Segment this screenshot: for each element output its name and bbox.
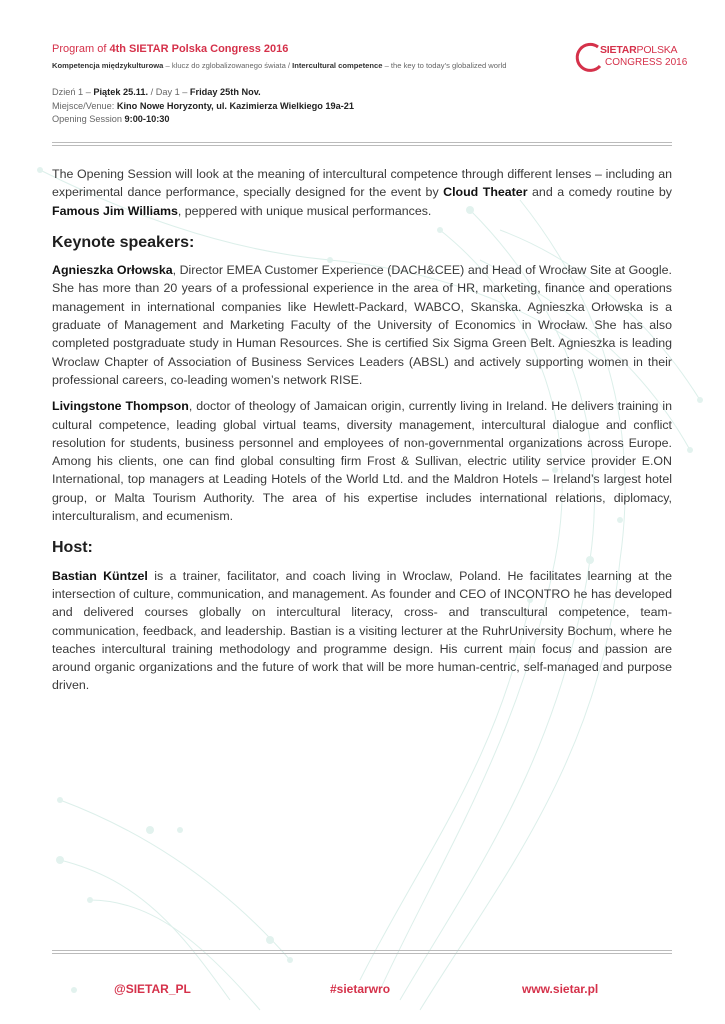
- footer-hashtag: #sietarwro: [330, 982, 391, 996]
- footer-twitter: @SIETAR_PL: [114, 982, 191, 996]
- session-meta: [52, 86, 677, 127]
- host-name: Bastian Küntzel: [52, 568, 148, 583]
- main-content: [52, 165, 672, 703]
- logo-line1: SIETARPOLSKA: [600, 44, 678, 56]
- intro-paragraph: The Opening Session will look at the meaning of intercultural competence through different lenses – including an experimental dance performance, specially designed for the event by Cloud Theater and a comedy routine by Famous Jim Williams, peppered with unique musical performances.: [52, 167, 672, 218]
- footer-website-link[interactable]: www.sietar.pl: [522, 982, 599, 996]
- session-venue: Miejsce/Venue: Kino Nowe Horyzonty, ul. Kazimierza Wielkiego 19a-21: [52, 100, 355, 111]
- speaker2-paragraph: Livingstone Thompson, doctor of theology of Jamaican origin, currently living in Ireland. He delivers training in cultural competence, leading global virtual teams, diversity management, intercultural dialogue and conflict resolution for students, business personnel and employees of non-governmental organizations across Europe. Among his clients, one can find global consulting firm Frost & Sullivan, electric utility service provider E.ON International, top managers at Leading Hotels of the World Ltd. and the Maldron Hotels – Ireland’s largest hotel group, or Malta Tourism Authority. The area of his expertise includes international relations, diplomacy, interculturalism, and ecumenism.: [52, 399, 672, 524]
- speaker1-paragraph: Agnieszka Orłowska, Director EMEA Customer Experience (DACH&CEE) and Head of Wrocław Site at Google. She has more than 20 years of a professional experience in the area of HR, marketing, finance and operations management in international companies like Hewlett-Packard, WABCO, Skanska. Agnieszka Orłowska is a graduate of Management and Marketing Faculty of the University of Economics in Wrocław. She has also completed postgraduate study in Human Resources. She is certified Six Sigma Green Belt. Agnieszka is leading Wroclaw Chapter of Association of Business Services Leaders (ABSL) and actively supporting women in their professional careers, co-leading women’s network RISE.: [52, 263, 673, 387]
- host-heading: Host:: [52, 539, 93, 557]
- top-divider: [52, 142, 672, 146]
- host-paragraph: Bastian Küntzel is a trainer, facilitator, and coach living in Wroclaw, Poland. He facilitates learning at the intersection of culture, communication, and management. As founder and CEO of INCONTRO he has developed and delivered courses globally on intercultural literacy, cross- and transcultural competence, team-communication, feedback, and leadership. Bastian is a visiting lecturer at the RuhrUniversity Bochum, where he teaches intercultural training methodology and programme design. His current main focus and passion are around organic organizations and the future of work that will be more human-centric, self-managed and purpose driven.: [52, 568, 672, 693]
- jim-williams-name: Famous Jim Williams: [52, 203, 178, 218]
- speaker2-name: Livingstone Thompson: [52, 399, 189, 414]
- logo-line2: CONGRESS 2016: [605, 57, 688, 68]
- cloud-theater-name: Cloud Theater: [443, 185, 528, 200]
- session-time: Opening Session 9:00-10:30: [52, 114, 170, 124]
- keynote-heading: Keynote speakers:: [52, 233, 195, 251]
- sietar-logo: [574, 40, 688, 76]
- session-day: Dzień 1 – Piątek 25.11. / Day 1 – Friday 25th Nov.: [52, 87, 261, 97]
- congress-name: 4th SIETAR Polska Congress 2016: [109, 43, 289, 55]
- bottom-divider: [52, 950, 672, 954]
- program-title: Program of 4th SIETAR Polska Congress 2016: [52, 43, 289, 55]
- speaker1-name: Agnieszka Orłowska: [52, 263, 173, 278]
- congress-theme: Kompetencja międzykulturowa – klucz do zglobalizowanego świata / Intercultural competence – the key to today’s globalized world: [52, 61, 507, 70]
